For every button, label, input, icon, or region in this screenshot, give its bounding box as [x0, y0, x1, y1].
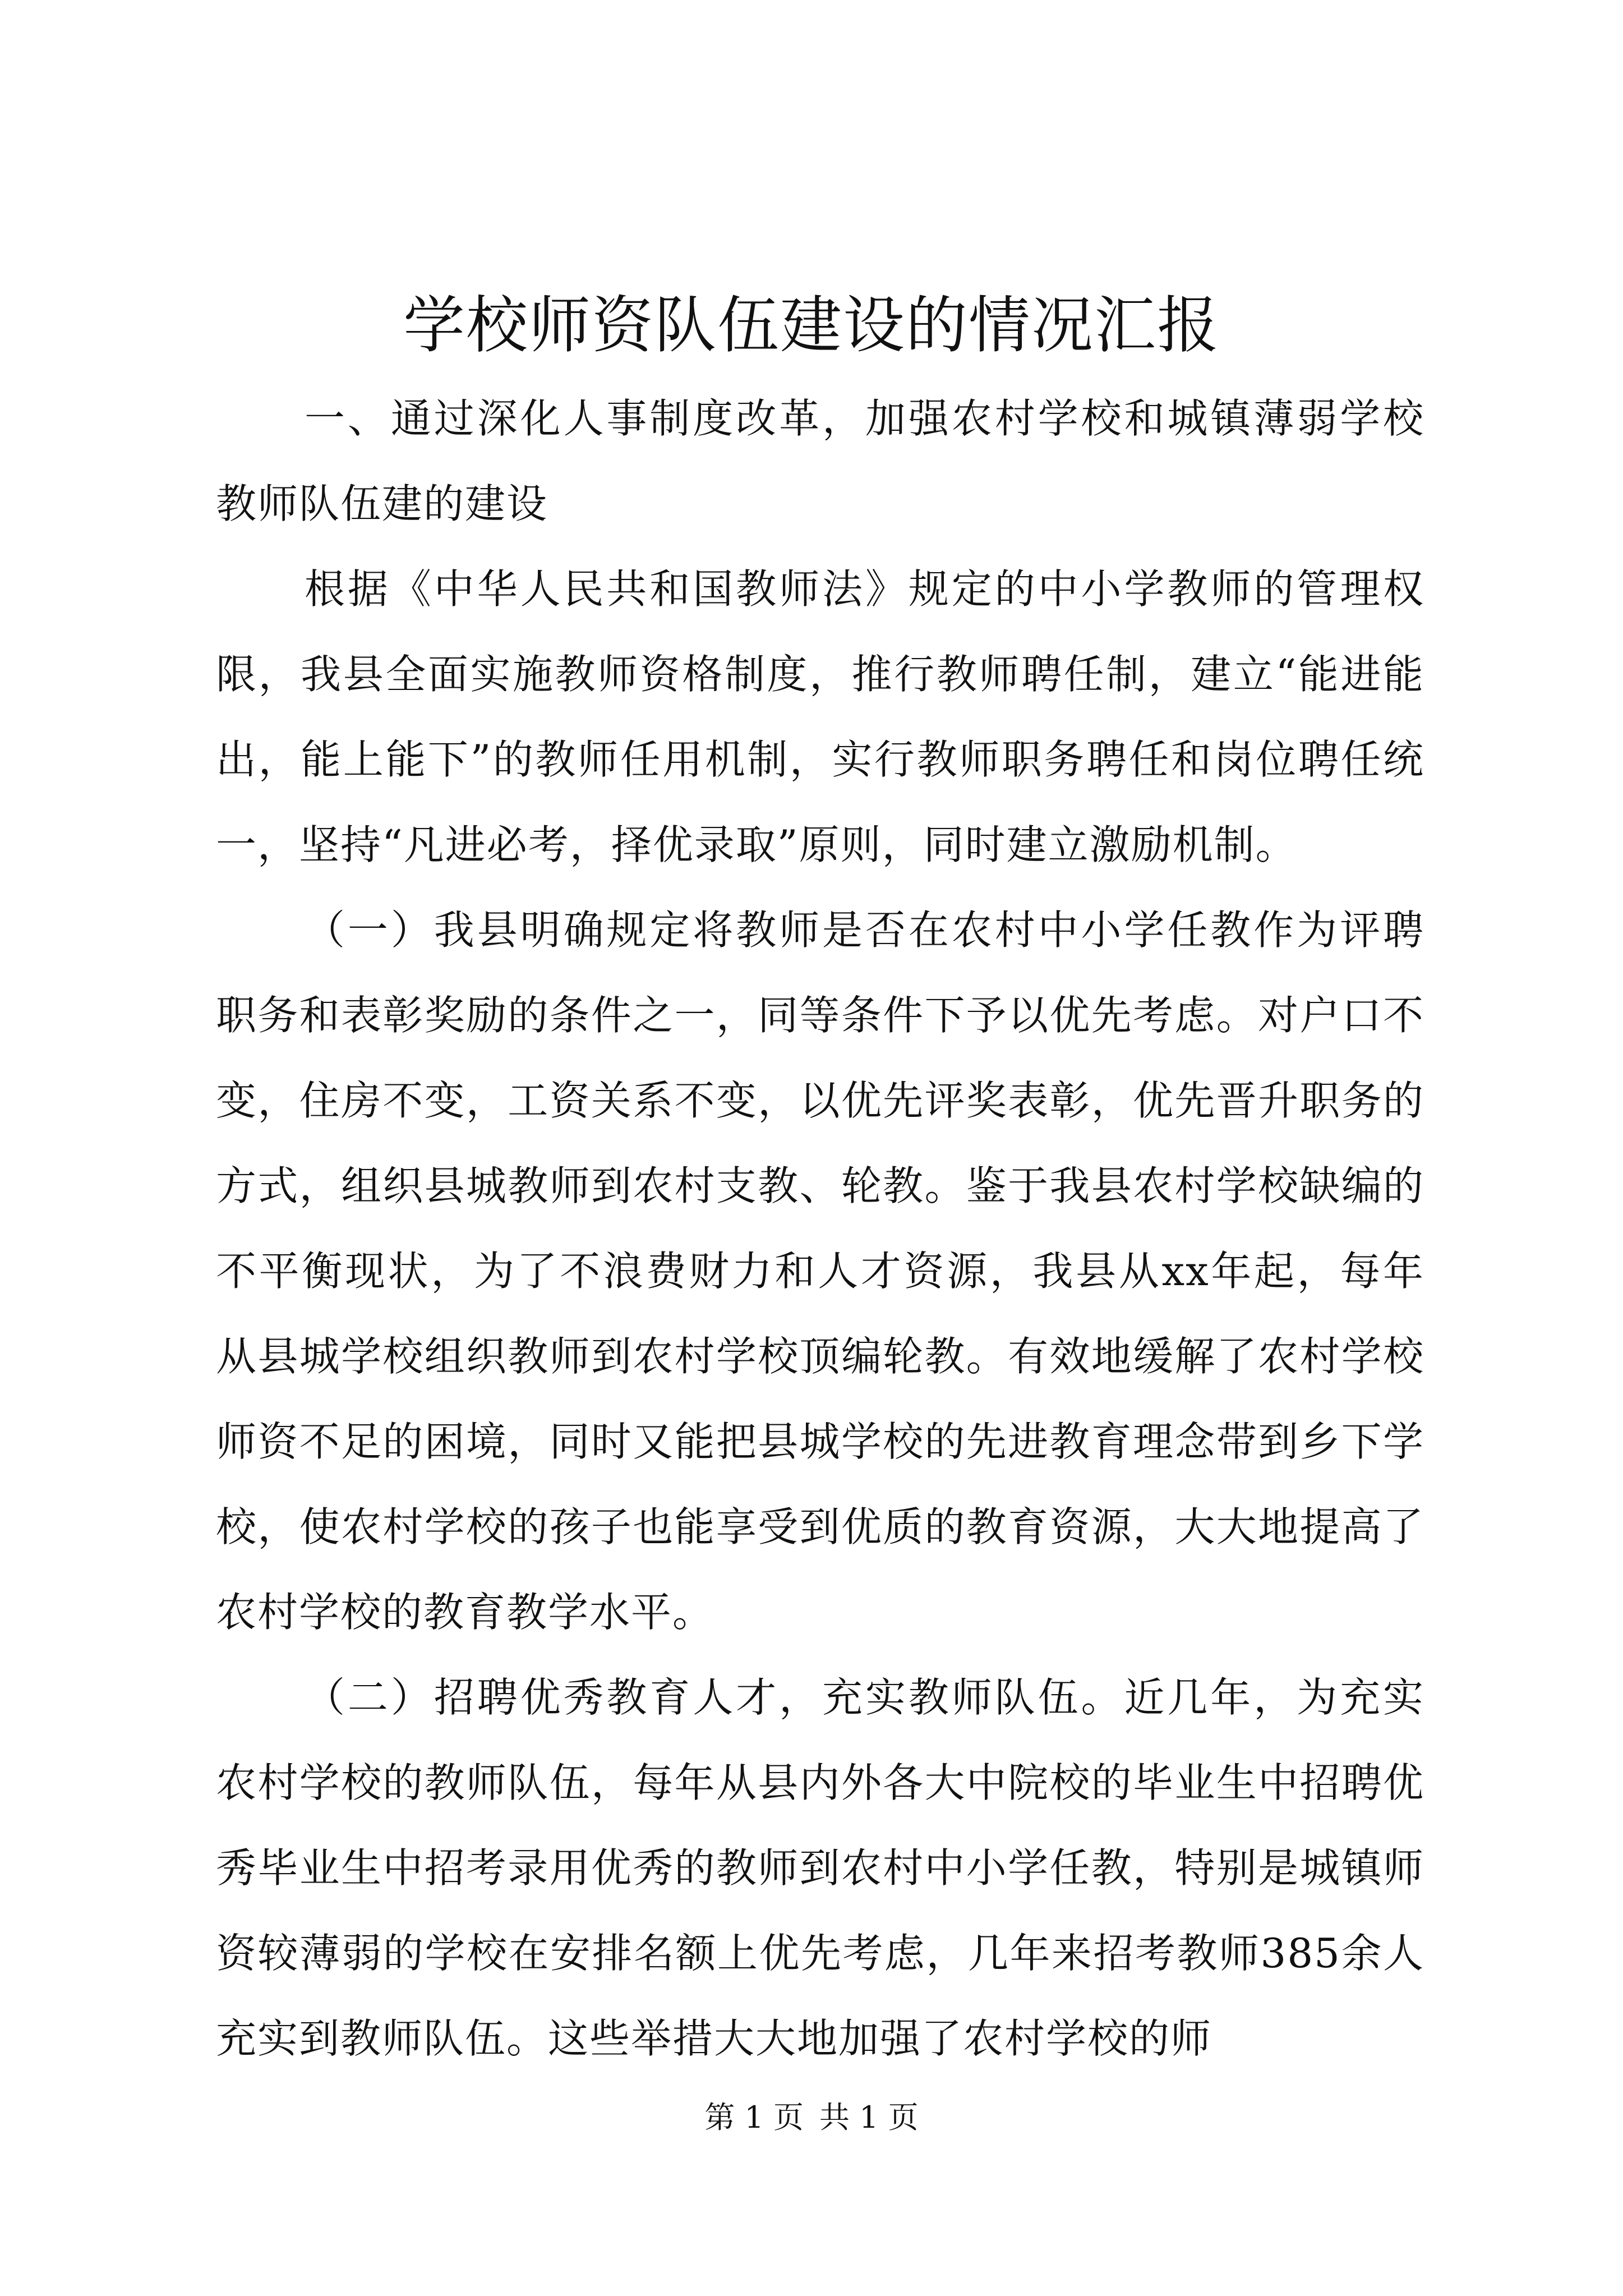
page-footer — [0, 2095, 1623, 2140]
body-paragraph: （一）我县明确规定将教师是否在农村中小学任教作为评聘职务和表彰奖励的条件之一，同等条件下予以优先考虑。对户口不变，住房不变，工资关系不变，以优先评奖表彰，优先晋升职务的方式，组织县城教师到农村支教、轮教。鉴于我县农村学校缺编的不平衡现状，为了不浪费财力和人才资源，我县从xx年起，每年从县城学校组织教师到农村学校顶编轮教。有效地缓解了农村学校师资不足的困境，同时又能把县城学校的先进教育理念带到乡下学校，使农村学校的孩子也能享受到优质的教育资源，大大地提高了农村学校的教育教学水平。 — [216, 907, 1424, 1636]
document-body — [216, 376, 1424, 2081]
section-heading: 一、通过深化人事制度改革，加强农村学校和城镇薄弱学校教师队伍建的建设 — [216, 395, 1424, 527]
page-number: 第 1 页 — [704, 2100, 804, 2135]
document-title: 学校师资队伍建设的情况汇报 — [403, 289, 1220, 361]
page-total: 共 1 页 — [819, 2100, 919, 2135]
body-paragraph: （二）招聘优秀教育人才，充实教师队伍。近几年，为充实农村学校的教师队伍，每年从县内外各大中院校的毕业生中招聘优秀毕业生中招考录用优秀的教师到农村中小学任教，特别是城镇师资较薄弱的学校在安排名额上优先考虑，几年来招考教师385余人充实到教师队伍。这些举措大大地加强了农村学校的师 — [216, 1674, 1424, 2062]
body-paragraph: 根据《中华人民共和国教师法》规定的中小学教师的管理权限，我县全面实施教师资格制度，推行教师聘任制，建立“能进能出，能上能下”的教师任用机制，实行教师职务聘任和岗位聘任统一，坚持“凡进必考，择优录取”原则，同时建立激励机制。 — [216, 565, 1424, 868]
